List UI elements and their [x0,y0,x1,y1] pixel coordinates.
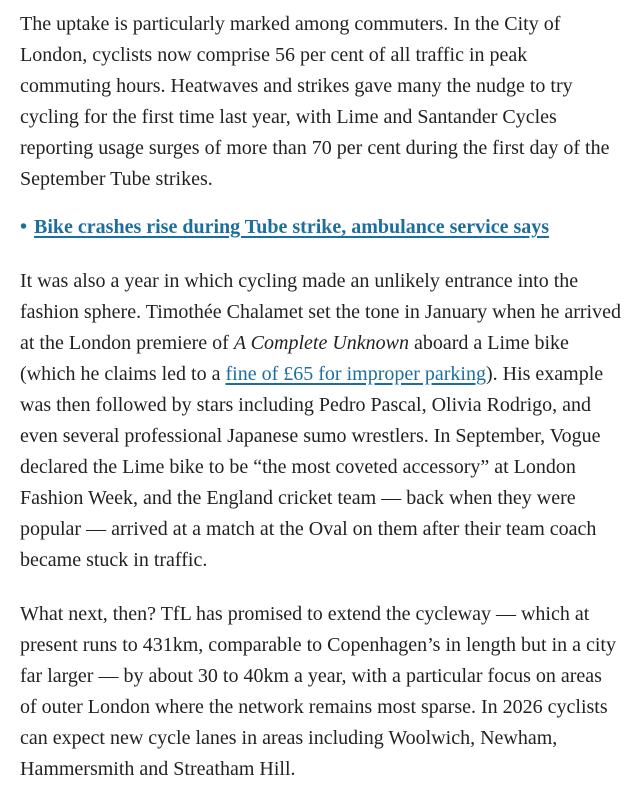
text-segment: What next, then? TfL has promised to extend the cycleway — which at present runs to 431km, comparable to Copenhagen’s in length but in a city far larger — by about 30 to 40km a year, with a particular focus on areas of outer London where the network remains most sparse. In 2026 cyclists can expect new cycle lanes in areas including Woolwich, Newham, Hammersmith and Streatham Hill. [20,603,616,780]
text-segment: ). His example was then followed by stars including Pedro Pascal, Olivia Rodrigo, and even several professional Japanese sumo wrestlers. In September, Vogue declared the Lime bike to be “the most coveted accessory” at London Fashion Week, and the England cricket team — back when they were popular — arrived at a match at the Oval on them after their team coach became stuck in traffic. [20,363,604,571]
text-segment: The uptake is particularly marked among commuters. In the City of London, cyclists now comprise 56 per cent of all traffic in peak commuting hours. Heatwaves and strikes gave many the nudge to try cycling for the first time last year, with Lime and Santander Cycles reporting usage surges of more than 70 per cent during the first day of the September Tube strikes. [20,13,610,190]
italic-title: A Complete Unknown [233,332,409,354]
text-segment: It was also a year in which cycling made an unlikely entrance into the fashion sphere. Timothée Chalamet set the tone in January when he arrived at the London premiere of [20,270,621,354]
related-article-link[interactable]: Bike crashes rise during Tube strike, ambulance service says [34,216,550,238]
text-segment: aboard a Lime bike (which he claims led to a [20,332,569,385]
bullet-icon: • [20,216,28,238]
paragraph-what-next [20,599,622,785]
related-link-line [20,212,622,243]
inline-link[interactable]: fine of £65 for improper parking [225,363,486,385]
paragraph-uptake [20,9,622,195]
paragraph-fashion [20,266,622,576]
